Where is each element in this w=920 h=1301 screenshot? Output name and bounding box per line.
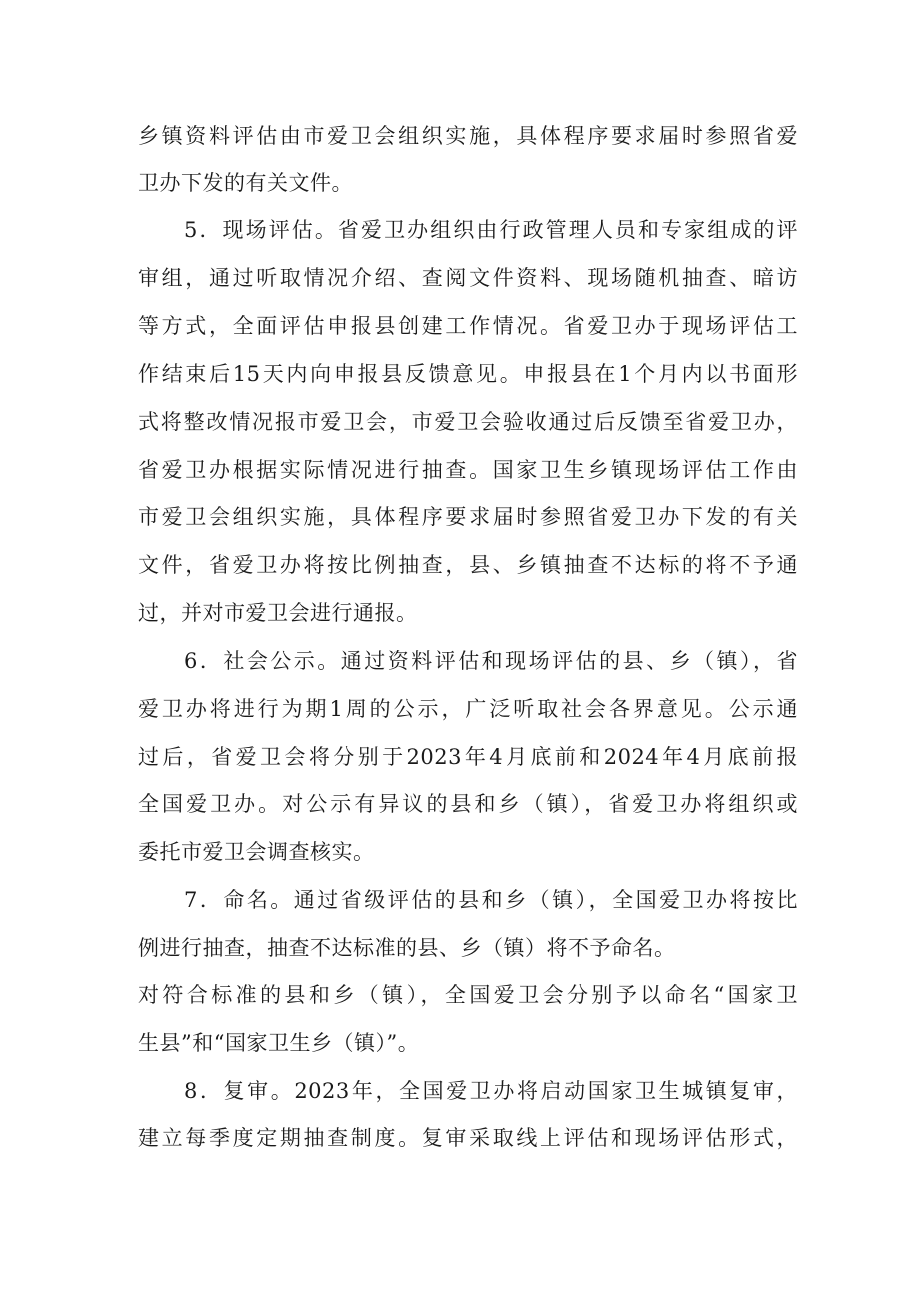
- text-line: 全国爱卫办。对公示有异议的县和乡（镇），省爱卫办将组织或: [138, 792, 798, 816]
- text-line: 作结束后15天内向申报县反馈意见。申报县在1个月内以书面形: [138, 362, 798, 386]
- text-line: 省爱卫办根据实际情况进行抽查。国家卫生乡镇现场评估工作由: [138, 458, 798, 482]
- text-line: 乡镇资料评估由市爱卫会组织实施，具体程序要求届时参照省爱: [138, 124, 798, 148]
- text-line: 过后，省爱卫会将分别于2023年4月底前和2024年4月底前报: [138, 745, 798, 769]
- text-line: 7．命名。通过省级评估的县和乡（镇），全国爱卫办将按比: [184, 888, 798, 912]
- text-line: 文件，省爱卫办将按比例抽查，县、乡镇抽查不达标的将不予通: [138, 553, 798, 577]
- text-line: 对符合标准的县和乡（镇），全国爱卫会分别予以命名“国家卫: [138, 983, 798, 1007]
- text-line: 卫办下发的有关文件。: [138, 171, 353, 195]
- text-line: 例进行抽查，抽查不达标准的县、乡（镇）将不予命名。: [138, 936, 676, 960]
- text-line: 爱卫办将进行为期1周的公示，广泛听取社会各界意见。公示通: [138, 697, 798, 721]
- text-line: 5．现场评估。省爱卫办组织由行政管理人员和专家组成的评: [184, 218, 798, 242]
- text-line: 过，并对市爱卫会进行通报。: [138, 601, 418, 625]
- text-line: 等方式，全面评估申报县创建工作情况。省爱卫办于现场评估工: [138, 314, 798, 338]
- text-line: 委托市爱卫会调查核实。: [138, 840, 375, 864]
- text-line: 生县”和“国家卫生乡（镇）”。: [138, 1031, 420, 1055]
- text-line: 审组，通过听取情况介绍、查阅文件资料、现场随机抽查、暗访: [138, 266, 798, 290]
- text-line: 8．复审。2023年，全国爱卫办将启动国家卫生城镇复审，: [184, 1079, 798, 1103]
- text-line: 式将整改情况报市爱卫会，市爱卫会验收通过后反馈至省爱卫办，: [138, 410, 798, 434]
- text-line: 市爱卫会组织实施，具体程序要求届时参照省爱卫办下发的有关: [138, 505, 798, 529]
- text-line: 6．社会公示。通过资料评估和现场评估的县、乡（镇），省: [184, 649, 798, 673]
- text-line: 建立每季度定期抽查制度。复审采取线上评估和现场评估形式，: [138, 1126, 798, 1150]
